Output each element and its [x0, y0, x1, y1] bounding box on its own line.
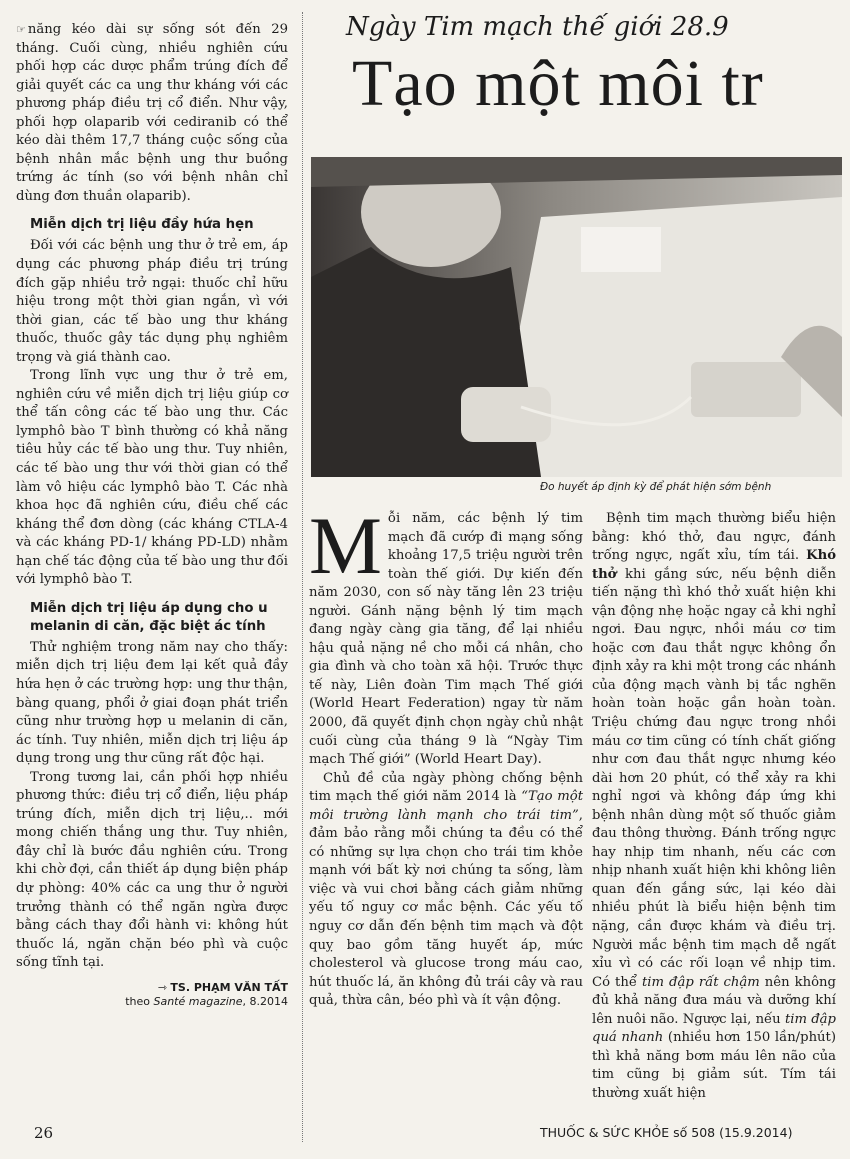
section-heading: Miễn dịch trị liệu áp dụng cho u melanin di căn, đặc biệt ác tính: [30, 600, 268, 634]
page-number: 26: [34, 1124, 54, 1142]
body-paragraph: Đối với các bệnh ung thư ở trẻ em, áp dụng các phương pháp điều trị trúng đích gặp nhiều trở ngại: thuốc chỉ hữu hiệu trong một thời gian ngắn, vì với thời gian, các tế bào ung thư kháng thuốc, thuốc gây tác dụng phụ nghiêm trọng và giá thành cao.: [16, 238, 288, 365]
author-name: TS. PHẠM VĂN TẤT: [170, 980, 288, 994]
photo-caption: Đo huyết áp định kỳ để phát hiện sớm bệnh: [540, 481, 772, 493]
middle-column: [309, 500, 583, 1011]
right-column: [592, 510, 836, 1104]
theme-quote: “Tạo một môi trường lành mạnh cho trái tim”: [309, 789, 583, 823]
intro-paragraph: ☞ năng kéo dài sự sống sót đến 29 tháng. Cuối cùng, nhiều nghiên cứu phối hợp các dược phẩm trúng đích để giải quyết các ca ung thư kháng với các phương pháp điều trị cổ điển. Như vậy, phối hợp olaparib với cediranib có thể kéo dài thêm 17,7 tháng cuộc sống của bệnh nhân mắc bệnh ung thư buồng trứng ác tính (so với bệnh nhân chỉ dùng đơn thuần olaparib).: [16, 22, 288, 204]
pointing-hand-icon: ☞: [16, 23, 26, 36]
source-name: Santé magazine: [153, 994, 243, 1008]
author-credit: ⇾ TS. PHẠM VĂN TẤT theo Santé magazine, 8.2014: [125, 980, 288, 1008]
article-title: Tạo một môi tr: [352, 47, 764, 120]
body-paragraph: Trong lĩnh vực ung thư ở trẻ em, nghiên cứu về miễn dịch trị liệu giúp cơ thể tấn công các tế bào ung thư. Các lymphô bào T bình thường có khả năng tiêu hủy các tế bào ung thư. Tuy nhiên, các tế bào ung thư với thời gian có thể làm vô hiệu các lymphô bào T. Các nhà khoa học đã nghiên cứu, điều chế các kháng thể đơn dòng (các kháng CTLA-4 và các kháng PD-1/ kháng PD-LD) nhằm hạn chế tác động của tế bào ung thư đối với lymphô bào T.: [16, 368, 288, 588]
column-divider: [302, 12, 303, 1142]
drop-cap: M: [309, 500, 382, 591]
emphasis-italic: tim đập rất chậm: [642, 974, 760, 990]
body-paragraph: Thử nghiệm trong năm nay cho thấy: miễn dịch trị liệu đem lại kết quả đầy hứa hẹn ở các trường hợp: ung thư thận, bàng quang, phổi ở giai đoạn phát triển cũng như trường hợp u melanin di căn, ác tính. Tuy nhiên, miễn dịch trị liệu áp dụng trong ung thư cũng rất độc hại.: [16, 639, 288, 767]
body-paragraph: Chủ đề của ngày phòng chống bệnh tim mạch thế giới năm 2014 là “Tạo một môi trường lành mạnh cho trái tim”, đảm bảo rằng mỗi chúng ta đều có thể có những sự lựa chọn cho trái tim khỏe mạnh với bất kỳ nơi chúng ta sống, làm việc và vui chơi bằng cách giảm những yếu tố nguy cơ mắc bệnh. Các yếu tố nguy cơ dẫn đến bệnh tim mạch và đột quỵ bao gồm tăng huyết áp, mức cholesterol và glucose trong máu cao, hút thuốc lá, ăn không đủ trái cây và rau quả, thừa cân, béo phì và ít vận động.: [309, 770, 583, 1009]
emphasis-italic: tim đập quá nhanh: [592, 1011, 836, 1046]
arrow-icon: ⇾: [157, 980, 171, 994]
lead-paragraph: Mỗi năm, các bệnh lý tim mạch đã cướp đi mạng sống khoảng 17,5 triệu người trên toàn thế giới. Dự kiến đến năm 2030, con số này tăng lên 23 triệu người. Gánh nặng bệnh lý tim mạch đang ngày càng gia tăng, để lại nhiều hậu quả nặng nề cho mỗi cá nhân, cho gia đình và cho toàn xã hội. Trước thực tế này, Liên đoàn Tim mạch Thế giới (World Heart Federation) ngay từ năm 2000, đã quyết định chọn ngày chủ nhật cuối cùng của tháng 9 là “Ngày Tim mạch Thế giới” (World Heart Day).: [309, 500, 583, 768]
body-paragraph: Trong tương lai, cần phối hợp nhiều phương thức: điều trị cổ điển, liệu pháp trúng đích, miễn dịch trị liệu,.. mới mong chiến thắng ung thư. Tuy nhiên, đây chỉ là bước đầu nghiên cứu. Trong khi chờ đợi, cần thiết áp dụng biện pháp dự phòng: 40% các ca ung thư ở người trưởng thành có thể ngăn ngừa được bằng cách thay đổi hành vi: không hút thuốc lá, ngăn chặn béo phì và cuộc sống tĩnh tại.: [16, 769, 288, 971]
section-heading: Miễn dịch trị liệu đầy hứa hẹn: [30, 217, 254, 233]
body-paragraph: Bệnh tim mạch thường biểu hiện bằng: khó thở, đau ngực, đánh trống ngực, ngất xỉu, tím tái. Khó thở khi gắng sức, nếu bệnh diễn tiến nặng thì khó thở xuất hiện khi vận động nhẹ hoặc ngay cả khi nghỉ ngơi. Đau ngực, nhồi máu cơ tim hoặc cơn đau thắt ngực không ổn định xảy ra khi một trong các nhánh của động mạch vành bị tắc nghẽn hoàn toàn hoặc gần hoàn toàn. Triệu chứng đau ngực trong nhồi máu cơ tim cũng có tính chất giống như cơn đau thắt ngực nhưng kéo dài hơn 20 phút, có thể xảy ra khi nghỉ ngơi và không đáp ứng khi bệnh nhân dùng một số thuốc giảm đau thông thường. Đánh trống ngực hay nhịp tim nhanh, nếu các cơn nhịp nhanh xuất hiện khi không liên quan đến gắng sức, lại kéo dài nhiều phút là biểu hiện bệnh tim nặng, cần được khám và điều trị. Người mắc bệnh tim mạch dễ ngất xỉu vì có các rối loạn về nhịp tim. Có thể tim đập rất chậm nên không đủ khả năng đưa máu và dưỡng khí lên nuôi não. Ngược lại, nếu tim đập quá nhanh (nhiều hơn 150 lần/phút) thì khả năng bơm máu lên não của tim cũng bị giảm sút. Tím tái thường xuất hiện: [592, 511, 836, 1101]
article-supertitle: Ngày Tim mạch thế giới 28.9: [346, 12, 729, 42]
magazine-footer: THUỐC & SỨC KHỎE số 508 (15.9.2014): [540, 1125, 793, 1140]
emphasis-bold: Khó thở: [592, 548, 836, 582]
article-photo: [311, 157, 842, 477]
left-column: [16, 21, 288, 1009]
